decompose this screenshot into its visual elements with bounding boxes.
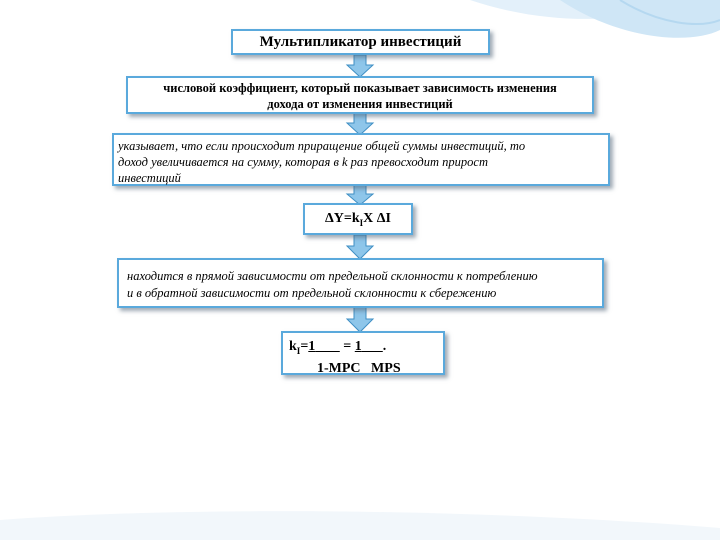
dependency-line-2: и в обратной зависимости от предельной склонности к сбережению [127, 286, 497, 300]
down-arrow-5 [345, 306, 375, 333]
formula2-numerator-1: 1 [308, 339, 316, 354]
formula2-eq1: = [300, 339, 309, 354]
formula2-denominator-2: MPS [371, 360, 401, 376]
formula2-dot: . [382, 339, 387, 354]
dependency-box [117, 258, 604, 308]
multiplier-formula-box [303, 203, 413, 235]
dependency-line-1: находится в прямой зависимости от предельной склонности к потреблению [127, 269, 538, 283]
title-text: Мультипликатор инвестиций [259, 34, 462, 50]
down-arrow-4 [345, 234, 375, 260]
formula2-numerator-2: 1 [354, 339, 362, 354]
definition-box [126, 76, 594, 114]
formula2-numerator-line [289, 338, 443, 360]
formula2-eq2: = [339, 339, 355, 354]
explanation-box [112, 133, 610, 186]
definition-line-2: дохода от изменения инвестиций [267, 97, 453, 111]
formula1-right: X ΔI [363, 211, 391, 226]
formula2-subscript: I [296, 345, 301, 356]
down-arrow-1 [345, 54, 375, 78]
explanation-line-2: доход увеличивается на сумму, которая в k раз превосходит прирост [118, 155, 488, 169]
formula2-denominator-1: 1-MPC [317, 360, 361, 376]
explanation-line-3: инвестиций [118, 171, 181, 185]
title-box [231, 29, 490, 55]
explanation-line-1: указывает, что если происходит приращение общей суммы инвестиций, то [118, 139, 526, 153]
formula2-k: k [289, 339, 297, 354]
formula1-left: ΔY=k [324, 211, 360, 226]
formula2-denominator-line [289, 360, 443, 377]
mpc-mps-formula-box [281, 331, 445, 375]
definition-line-1: числовой коэффициент, который показывает зависимость изменения [163, 81, 557, 95]
formula1-subscript: I [359, 217, 364, 228]
